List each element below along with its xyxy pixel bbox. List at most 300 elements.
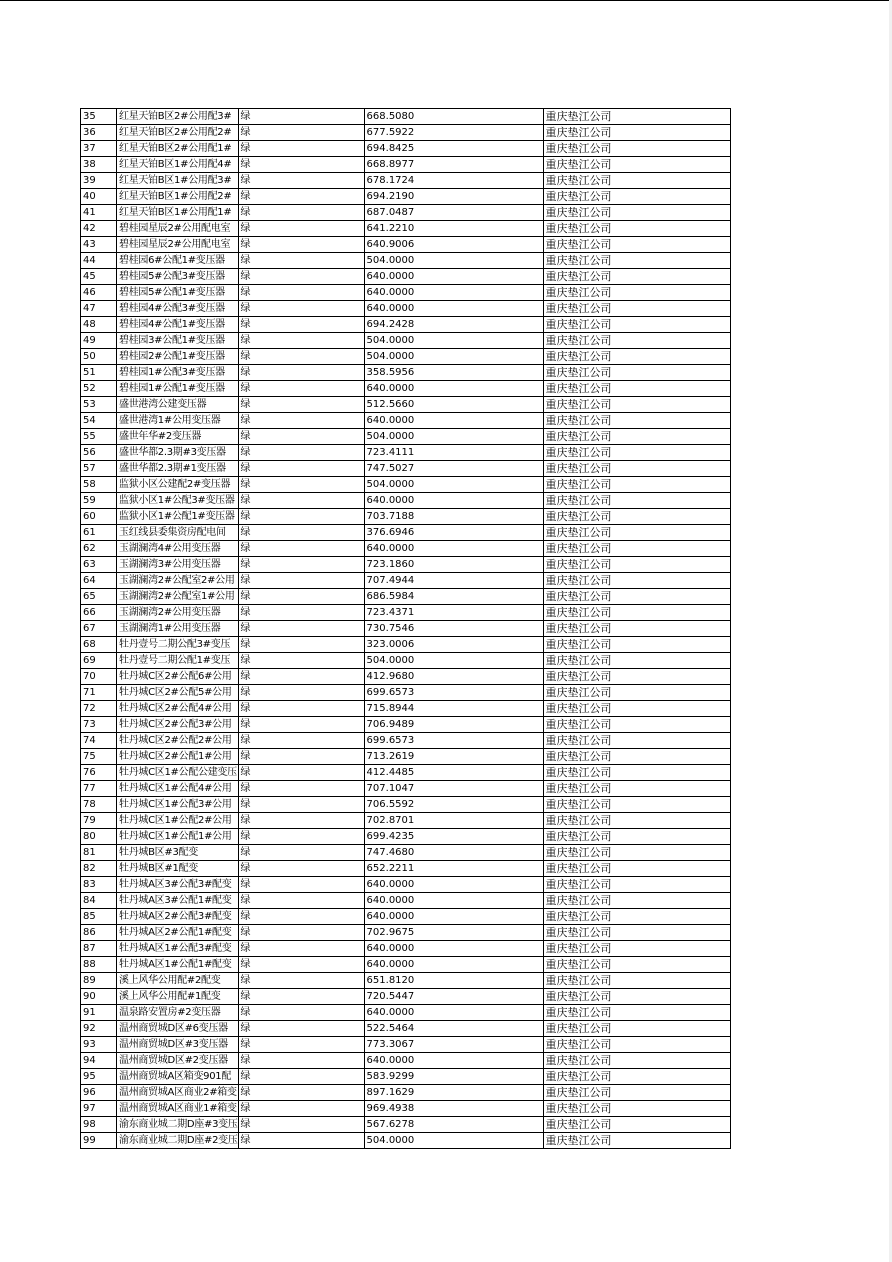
transformer-name-cell: 玉湖澜湾2#公用变压器 (117, 605, 239, 621)
transformer-name-cell: 温州商贸城A区商业1#箱变 (117, 1101, 239, 1117)
status-color-cell: 绿 (238, 1021, 364, 1037)
company-cell: 重庆垫江公司 (543, 301, 730, 317)
transformer-name-cell: 碧桂园星辰2#公用配电室 (117, 237, 239, 253)
company-cell: 重庆垫江公司 (543, 749, 730, 765)
value-cell: 694.2428 (364, 317, 543, 333)
table-row (81, 205, 731, 221)
transformer-name-cell: 温州商贸城A区箱变901配 (117, 1069, 239, 1085)
transformer-name-cell: 盛世港湾1#公用变压器 (117, 413, 239, 429)
table-row (81, 525, 731, 541)
transformer-name-cell: 盛世港湾公建变压器 (117, 397, 239, 413)
status-color-cell: 绿 (238, 269, 364, 285)
value-cell: 504.0000 (364, 349, 543, 365)
transformer-name-cell: 监狱小区1#公配3#变压器 (117, 493, 239, 509)
row-number-cell: 81 (81, 845, 117, 861)
table-row (81, 1021, 731, 1037)
transformer-name-cell: 牡丹壹号二期公配1#变压 (117, 653, 239, 669)
transformer-name-cell: 温泉路安置房#2变压器 (117, 1005, 239, 1021)
value-cell: 504.0000 (364, 477, 543, 493)
status-color-cell: 绿 (238, 221, 364, 237)
company-cell: 重庆垫江公司 (543, 813, 730, 829)
value-cell: 699.4235 (364, 829, 543, 845)
company-cell: 重庆垫江公司 (543, 1037, 730, 1053)
status-color-cell: 绿 (238, 317, 364, 333)
value-cell: 694.8425 (364, 141, 543, 157)
table-row (81, 237, 731, 253)
table-row (81, 733, 731, 749)
company-cell: 重庆垫江公司 (543, 269, 730, 285)
status-color-cell: 绿 (238, 589, 364, 605)
row-number-cell: 45 (81, 269, 117, 285)
status-color-cell: 绿 (238, 1085, 364, 1101)
row-number-cell: 46 (81, 285, 117, 301)
status-color-cell: 绿 (238, 1037, 364, 1053)
value-cell: 504.0000 (364, 429, 543, 445)
transformer-name-cell: 牡丹城C区1#公配公建变压 (117, 765, 239, 781)
table-row (81, 845, 731, 861)
row-number-cell: 57 (81, 461, 117, 477)
table-row (81, 605, 731, 621)
table-row (81, 1069, 731, 1085)
company-cell: 重庆垫江公司 (543, 125, 730, 141)
row-number-cell: 91 (81, 1005, 117, 1021)
row-number-cell: 68 (81, 637, 117, 653)
transformer-name-cell: 盛世华都2.3期#1变压器 (117, 461, 239, 477)
row-number-cell: 64 (81, 573, 117, 589)
table-row (81, 1037, 731, 1053)
table-row (81, 1133, 731, 1149)
row-number-cell: 66 (81, 605, 117, 621)
status-color-cell: 绿 (238, 717, 364, 733)
value-cell: 504.0000 (364, 653, 543, 669)
row-number-cell: 63 (81, 557, 117, 573)
transformer-name-cell: 温州商贸城D区#2变压器 (117, 1053, 239, 1069)
value-cell: 703.7188 (364, 509, 543, 525)
company-cell: 重庆垫江公司 (543, 1053, 730, 1069)
row-number-cell: 69 (81, 653, 117, 669)
company-cell: 重庆垫江公司 (543, 429, 730, 445)
status-color-cell: 绿 (238, 781, 364, 797)
value-cell: 651.8120 (364, 973, 543, 989)
table-row (81, 589, 731, 605)
value-cell: 641.2210 (364, 221, 543, 237)
row-number-cell: 38 (81, 157, 117, 173)
table-row (81, 477, 731, 493)
transformer-name-cell: 盛世年华#2变压器 (117, 429, 239, 445)
value-cell: 640.0000 (364, 285, 543, 301)
value-cell: 706.9489 (364, 717, 543, 733)
transformer-name-cell: 碧桂园5#公配1#变压器 (117, 285, 239, 301)
transformer-name-cell: 牡丹城A区2#公配1#配变 (117, 925, 239, 941)
transformer-name-cell: 温州商贸城A区商业2#箱变 (117, 1085, 239, 1101)
table-row (81, 109, 731, 125)
row-number-cell: 86 (81, 925, 117, 941)
company-cell: 重庆垫江公司 (543, 381, 730, 397)
transformer-name-cell: 碧桂园4#公配3#变压器 (117, 301, 239, 317)
company-cell: 重庆垫江公司 (543, 1133, 730, 1149)
status-color-cell: 绿 (238, 925, 364, 941)
status-color-cell: 绿 (238, 509, 364, 525)
table-row (81, 989, 731, 1005)
table-row (81, 445, 731, 461)
status-color-cell: 绿 (238, 493, 364, 509)
transformer-name-cell: 牡丹城A区3#公配3#配变 (117, 877, 239, 893)
table-row (81, 717, 731, 733)
row-number-cell: 56 (81, 445, 117, 461)
value-cell: 723.4111 (364, 445, 543, 461)
company-cell: 重庆垫江公司 (543, 365, 730, 381)
table-row (81, 381, 731, 397)
value-cell: 706.5592 (364, 797, 543, 813)
row-number-cell: 36 (81, 125, 117, 141)
row-number-cell: 55 (81, 429, 117, 445)
value-cell: 640.0000 (364, 1005, 543, 1021)
table-row (81, 1005, 731, 1021)
row-number-cell: 52 (81, 381, 117, 397)
table-row (81, 541, 731, 557)
company-cell: 重庆垫江公司 (543, 509, 730, 525)
table-row (81, 285, 731, 301)
status-color-cell: 绿 (238, 157, 364, 173)
row-number-cell: 76 (81, 765, 117, 781)
company-cell: 重庆垫江公司 (543, 461, 730, 477)
value-cell: 358.5956 (364, 365, 543, 381)
transformer-name-cell: 温州商贸城D区#6变压器 (117, 1021, 239, 1037)
company-cell: 重庆垫江公司 (543, 925, 730, 941)
value-cell: 640.9006 (364, 237, 543, 253)
company-cell: 重庆垫江公司 (543, 221, 730, 237)
table-row (81, 637, 731, 653)
value-cell: 640.0000 (364, 541, 543, 557)
transformer-name-cell: 渝东商业城二期D座#2变压 (117, 1133, 239, 1149)
transformer-name-cell: 盛世华都2.3期#3变压器 (117, 445, 239, 461)
status-color-cell: 绿 (238, 701, 364, 717)
company-cell: 重庆垫江公司 (543, 141, 730, 157)
row-number-cell: 35 (81, 109, 117, 125)
status-color-cell: 绿 (238, 237, 364, 253)
row-number-cell: 62 (81, 541, 117, 557)
status-color-cell: 绿 (238, 1053, 364, 1069)
transformer-name-cell: 溪上风华公用配#1配变 (117, 989, 239, 1005)
status-color-cell: 绿 (238, 413, 364, 429)
company-cell: 重庆垫江公司 (543, 1101, 730, 1117)
company-cell: 重庆垫江公司 (543, 861, 730, 877)
row-number-cell: 60 (81, 509, 117, 525)
status-color-cell: 绿 (238, 1117, 364, 1133)
company-cell: 重庆垫江公司 (543, 893, 730, 909)
transformer-name-cell: 玉湖澜湾4#公用变压器 (117, 541, 239, 557)
value-cell: 640.0000 (364, 381, 543, 397)
status-color-cell: 绿 (238, 573, 364, 589)
value-cell: 687.0487 (364, 205, 543, 221)
status-color-cell: 绿 (238, 557, 364, 573)
company-cell: 重庆垫江公司 (543, 797, 730, 813)
transformer-name-cell: 牡丹城C区1#公配1#公用 (117, 829, 239, 845)
transformer-name-cell: 碧桂园5#公配3#变压器 (117, 269, 239, 285)
row-number-cell: 88 (81, 957, 117, 973)
transformer-name-cell: 溪上风华公用配#2配变 (117, 973, 239, 989)
row-number-cell: 61 (81, 525, 117, 541)
company-cell: 重庆垫江公司 (543, 109, 730, 125)
status-color-cell: 绿 (238, 957, 364, 973)
company-cell: 重庆垫江公司 (543, 205, 730, 221)
row-number-cell: 79 (81, 813, 117, 829)
value-cell: 323.0006 (364, 637, 543, 653)
status-color-cell: 绿 (238, 1133, 364, 1149)
company-cell: 重庆垫江公司 (543, 173, 730, 189)
status-color-cell: 绿 (238, 749, 364, 765)
status-color-cell: 绿 (238, 733, 364, 749)
row-number-cell: 43 (81, 237, 117, 253)
status-color-cell: 绿 (238, 381, 364, 397)
status-color-cell: 绿 (238, 653, 364, 669)
value-cell: 640.0000 (364, 941, 543, 957)
row-number-cell: 77 (81, 781, 117, 797)
transformer-name-cell: 牡丹城C区1#公配4#公用 (117, 781, 239, 797)
company-cell: 重庆垫江公司 (543, 445, 730, 461)
value-cell: 694.2190 (364, 189, 543, 205)
value-cell: 702.8701 (364, 813, 543, 829)
transformer-name-cell: 牡丹城B区#3配变 (117, 845, 239, 861)
status-color-cell: 绿 (238, 605, 364, 621)
row-number-cell: 54 (81, 413, 117, 429)
status-color-cell: 绿 (238, 1101, 364, 1117)
transformer-name-cell: 玉湖澜湾1#公用变压器 (117, 621, 239, 637)
page-top-rule (0, 0, 892, 1)
transformer-name-cell: 牡丹城A区3#公配1#配变 (117, 893, 239, 909)
table-row (81, 509, 731, 525)
company-cell: 重庆垫江公司 (543, 413, 730, 429)
status-color-cell: 绿 (238, 173, 364, 189)
transformer-name-cell: 碧桂园1#公配3#变压器 (117, 365, 239, 381)
transformer-name-cell: 牡丹城B区#1配变 (117, 861, 239, 877)
value-cell: 707.4944 (364, 573, 543, 589)
company-cell: 重庆垫江公司 (543, 701, 730, 717)
table-row (81, 829, 731, 845)
row-number-cell: 72 (81, 701, 117, 717)
row-number-cell: 89 (81, 973, 117, 989)
table-row (81, 317, 731, 333)
table-row (81, 861, 731, 877)
value-cell: 668.8977 (364, 157, 543, 173)
transformer-name-cell: 牡丹城C区1#公配2#公用 (117, 813, 239, 829)
company-cell: 重庆垫江公司 (543, 717, 730, 733)
transformer-name-cell: 玉红线县委集资房配电间 (117, 525, 239, 541)
table-row (81, 621, 731, 637)
status-color-cell: 绿 (238, 1005, 364, 1021)
table-row (81, 877, 731, 893)
company-cell: 重庆垫江公司 (543, 557, 730, 573)
company-cell: 重庆垫江公司 (543, 493, 730, 509)
value-cell: 640.0000 (364, 893, 543, 909)
company-cell: 重庆垫江公司 (543, 669, 730, 685)
row-number-cell: 90 (81, 989, 117, 1005)
status-color-cell: 绿 (238, 845, 364, 861)
transformer-name-cell: 红星天铂B区2#公用配2# (117, 125, 239, 141)
status-color-cell: 绿 (238, 253, 364, 269)
status-color-cell: 绿 (238, 477, 364, 493)
value-cell: 699.6573 (364, 685, 543, 701)
row-number-cell: 87 (81, 941, 117, 957)
row-number-cell: 71 (81, 685, 117, 701)
company-cell: 重庆垫江公司 (543, 397, 730, 413)
transformer-name-cell: 红星天铂B区1#公用配1# (117, 205, 239, 221)
company-cell: 重庆垫江公司 (543, 477, 730, 493)
value-cell: 969.4938 (364, 1101, 543, 1117)
value-cell: 723.4371 (364, 605, 543, 621)
value-cell: 720.5447 (364, 989, 543, 1005)
status-color-cell: 绿 (238, 813, 364, 829)
row-number-cell: 73 (81, 717, 117, 733)
company-cell: 重庆垫江公司 (543, 157, 730, 173)
status-color-cell: 绿 (238, 685, 364, 701)
row-number-cell: 78 (81, 797, 117, 813)
table-row (81, 349, 731, 365)
status-color-cell: 绿 (238, 141, 364, 157)
status-color-cell: 绿 (238, 797, 364, 813)
table-row (81, 1117, 731, 1133)
status-color-cell: 绿 (238, 621, 364, 637)
company-cell: 重庆垫江公司 (543, 829, 730, 845)
transformer-name-cell: 红星天铂B区1#公用配2# (117, 189, 239, 205)
value-cell: 678.1724 (364, 173, 543, 189)
status-color-cell: 绿 (238, 893, 364, 909)
company-cell: 重庆垫江公司 (543, 1069, 730, 1085)
company-cell: 重庆垫江公司 (543, 285, 730, 301)
value-cell: 897.1629 (364, 1085, 543, 1101)
transformer-name-cell: 碧桂园星辰2#公用配电室 (117, 221, 239, 237)
table-row (81, 173, 731, 189)
company-cell: 重庆垫江公司 (543, 349, 730, 365)
status-color-cell: 绿 (238, 445, 364, 461)
value-cell: 677.5922 (364, 125, 543, 141)
row-number-cell: 85 (81, 909, 117, 925)
table-row (81, 925, 731, 941)
row-number-cell: 99 (81, 1133, 117, 1149)
row-number-cell: 42 (81, 221, 117, 237)
value-cell: 640.0000 (364, 1053, 543, 1069)
table-row (81, 909, 731, 925)
row-number-cell: 53 (81, 397, 117, 413)
transformer-name-cell: 红星天铂B区2#公用配3# (117, 109, 239, 125)
company-cell: 重庆垫江公司 (543, 765, 730, 781)
transformer-name-cell: 碧桂园1#公配1#变压器 (117, 381, 239, 397)
transformer-name-cell: 牡丹城C区2#公配3#公用 (117, 717, 239, 733)
table-row (81, 685, 731, 701)
value-cell: 730.7546 (364, 621, 543, 637)
status-color-cell: 绿 (238, 429, 364, 445)
table-row (81, 253, 731, 269)
row-number-cell: 44 (81, 253, 117, 269)
row-number-cell: 58 (81, 477, 117, 493)
value-cell: 652.2211 (364, 861, 543, 877)
table-row (81, 669, 731, 685)
transformer-name-cell: 牡丹城C区2#公配5#公用 (117, 685, 239, 701)
table-body (81, 109, 731, 1149)
value-cell: 504.0000 (364, 253, 543, 269)
row-number-cell: 49 (81, 333, 117, 349)
transformer-name-cell: 红星天铂B区1#公用配3# (117, 173, 239, 189)
table-row (81, 157, 731, 173)
company-cell: 重庆垫江公司 (543, 909, 730, 925)
transformer-name-cell: 牡丹城C区1#公配3#公用 (117, 797, 239, 813)
company-cell: 重庆垫江公司 (543, 1085, 730, 1101)
table-row (81, 557, 731, 573)
row-number-cell: 96 (81, 1085, 117, 1101)
company-cell: 重庆垫江公司 (543, 1117, 730, 1133)
row-number-cell: 80 (81, 829, 117, 845)
company-cell: 重庆垫江公司 (543, 877, 730, 893)
table-row (81, 269, 731, 285)
row-number-cell: 40 (81, 189, 117, 205)
row-number-cell: 37 (81, 141, 117, 157)
table-row (81, 1101, 731, 1117)
value-cell: 640.0000 (364, 413, 543, 429)
company-cell: 重庆垫江公司 (543, 845, 730, 861)
company-cell: 重庆垫江公司 (543, 733, 730, 749)
transformer-name-cell: 碧桂园2#公配1#变压器 (117, 349, 239, 365)
row-number-cell: 70 (81, 669, 117, 685)
table-row (81, 973, 731, 989)
table-row (81, 813, 731, 829)
status-color-cell: 绿 (238, 285, 364, 301)
status-color-cell: 绿 (238, 365, 364, 381)
status-color-cell: 绿 (238, 765, 364, 781)
company-cell: 重庆垫江公司 (543, 989, 730, 1005)
value-cell: 699.6573 (364, 733, 543, 749)
transformer-name-cell: 监狱小区1#公配1#变压器 (117, 509, 239, 525)
row-number-cell: 51 (81, 365, 117, 381)
company-cell: 重庆垫江公司 (543, 573, 730, 589)
row-number-cell: 67 (81, 621, 117, 637)
row-number-cell: 47 (81, 301, 117, 317)
row-number-cell: 48 (81, 317, 117, 333)
transformer-name-cell: 牡丹城C区2#公配4#公用 (117, 701, 239, 717)
table-row (81, 397, 731, 413)
row-number-cell: 65 (81, 589, 117, 605)
table-row (81, 749, 731, 765)
table-row (81, 573, 731, 589)
row-number-cell: 95 (81, 1069, 117, 1085)
company-cell: 重庆垫江公司 (543, 1005, 730, 1021)
row-number-cell: 94 (81, 1053, 117, 1069)
status-color-cell: 绿 (238, 669, 364, 685)
status-color-cell: 绿 (238, 109, 364, 125)
value-cell: 512.5660 (364, 397, 543, 413)
status-color-cell: 绿 (238, 397, 364, 413)
value-cell: 713.2619 (364, 749, 543, 765)
status-color-cell: 绿 (238, 829, 364, 845)
value-cell: 504.0000 (364, 333, 543, 349)
transformer-name-cell: 牡丹城C区2#公配6#公用 (117, 669, 239, 685)
value-cell: 715.8944 (364, 701, 543, 717)
transformer-name-cell: 玉湖澜湾3#公用变压器 (117, 557, 239, 573)
company-cell: 重庆垫江公司 (543, 781, 730, 797)
company-cell: 重庆垫江公司 (543, 957, 730, 973)
company-cell: 重庆垫江公司 (543, 317, 730, 333)
transformer-name-cell: 牡丹城A区1#公配3#配变 (117, 941, 239, 957)
table-row (81, 413, 731, 429)
status-color-cell: 绿 (238, 541, 364, 557)
company-cell: 重庆垫江公司 (543, 525, 730, 541)
company-cell: 重庆垫江公司 (543, 589, 730, 605)
value-cell: 522.5464 (364, 1021, 543, 1037)
status-color-cell: 绿 (238, 637, 364, 653)
table-row (81, 125, 731, 141)
value-cell: 504.0000 (364, 1133, 543, 1149)
value-cell: 747.5027 (364, 461, 543, 477)
table-row (81, 1053, 731, 1069)
